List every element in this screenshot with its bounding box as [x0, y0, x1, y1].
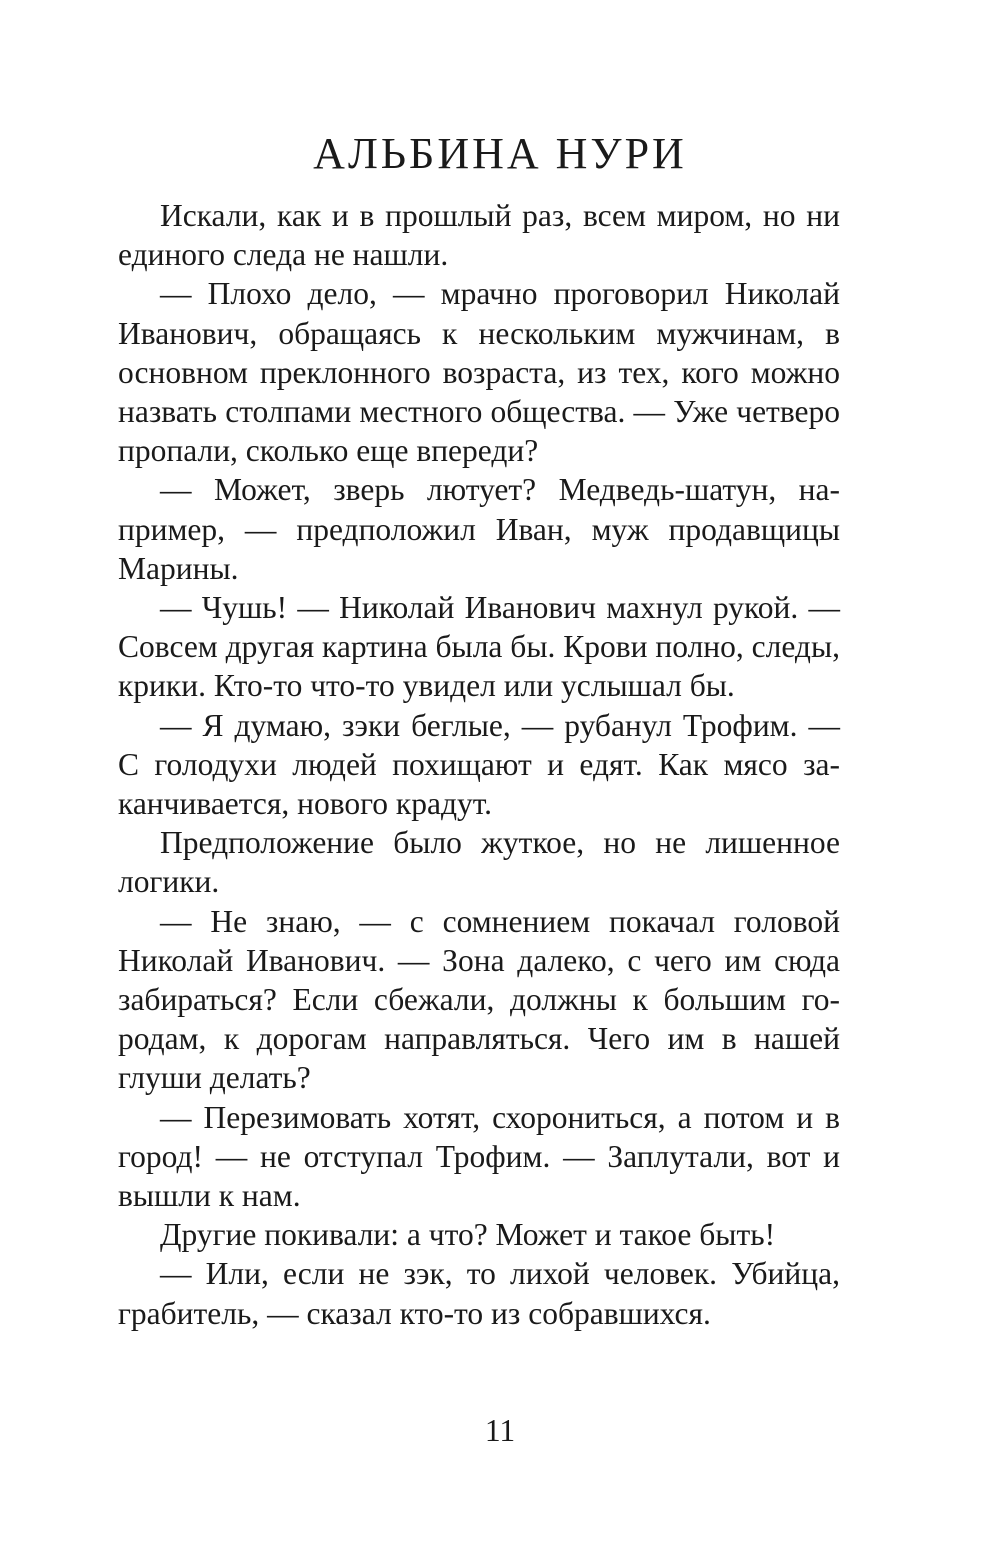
running-head-author: АЛЬБИНА НУРИ — [313, 129, 687, 178]
paragraph: — Может, зверь лютует? Медведь-шатун, например, — предположил Иван, муж продавщицы Марины. — [118, 472, 840, 586]
body-text — [118, 196, 840, 1333]
paragraph: — Я думаю, зэки беглые, — рубанул Трофим. — С голодухи людей похищают и едят. Как мясо заканчивается, нового крадут. — [118, 707, 840, 822]
paragraph: — Не знаю, — с сомнением покачал головой Николай Иванович. — Зона далеко, с чего им сюда забираться? Если сбежали, должны к большим городам, к дорогам направляться. Чего им в нашей глуши делать? — [118, 903, 840, 1096]
paragraph: — Или, если не зэк, то лихой человек. Убийца, грабитель, — сказал кто-то из собравшихся. — [118, 1256, 840, 1331]
paragraph: Предположение было жуткое, но не лишенное логики. — [118, 825, 840, 900]
paragraph: — Плохо дело, — мрачно проговорил Николай Иванович, обращаясь к нескольким мужчинам, в основном преклонного возраста, из тех, кого можно назвать столпами местного общества. — Уже четверо пропали, сколько еще впереди? — [118, 276, 840, 469]
paragraph: Искали, как и в прошлый раз, всем миром, но ни единого следа не нашли. — [118, 198, 840, 273]
paragraph: — Перезимовать хотят, схорониться, а потом и в город! — не отступал Трофим. — Заплутали, вот и вышли к нам. — [118, 1099, 840, 1214]
page-number: 11 — [484, 1413, 516, 1448]
paragraph: Другие покивали: а что? Может и такое быть! — [160, 1217, 776, 1253]
paragraph: — Чушь! — Николай Иванович махнул рукой. — Совсем другая картина была бы. Крови полно, следы, крики. Кто-то что-то увидел или услышал бы. — [118, 590, 840, 704]
